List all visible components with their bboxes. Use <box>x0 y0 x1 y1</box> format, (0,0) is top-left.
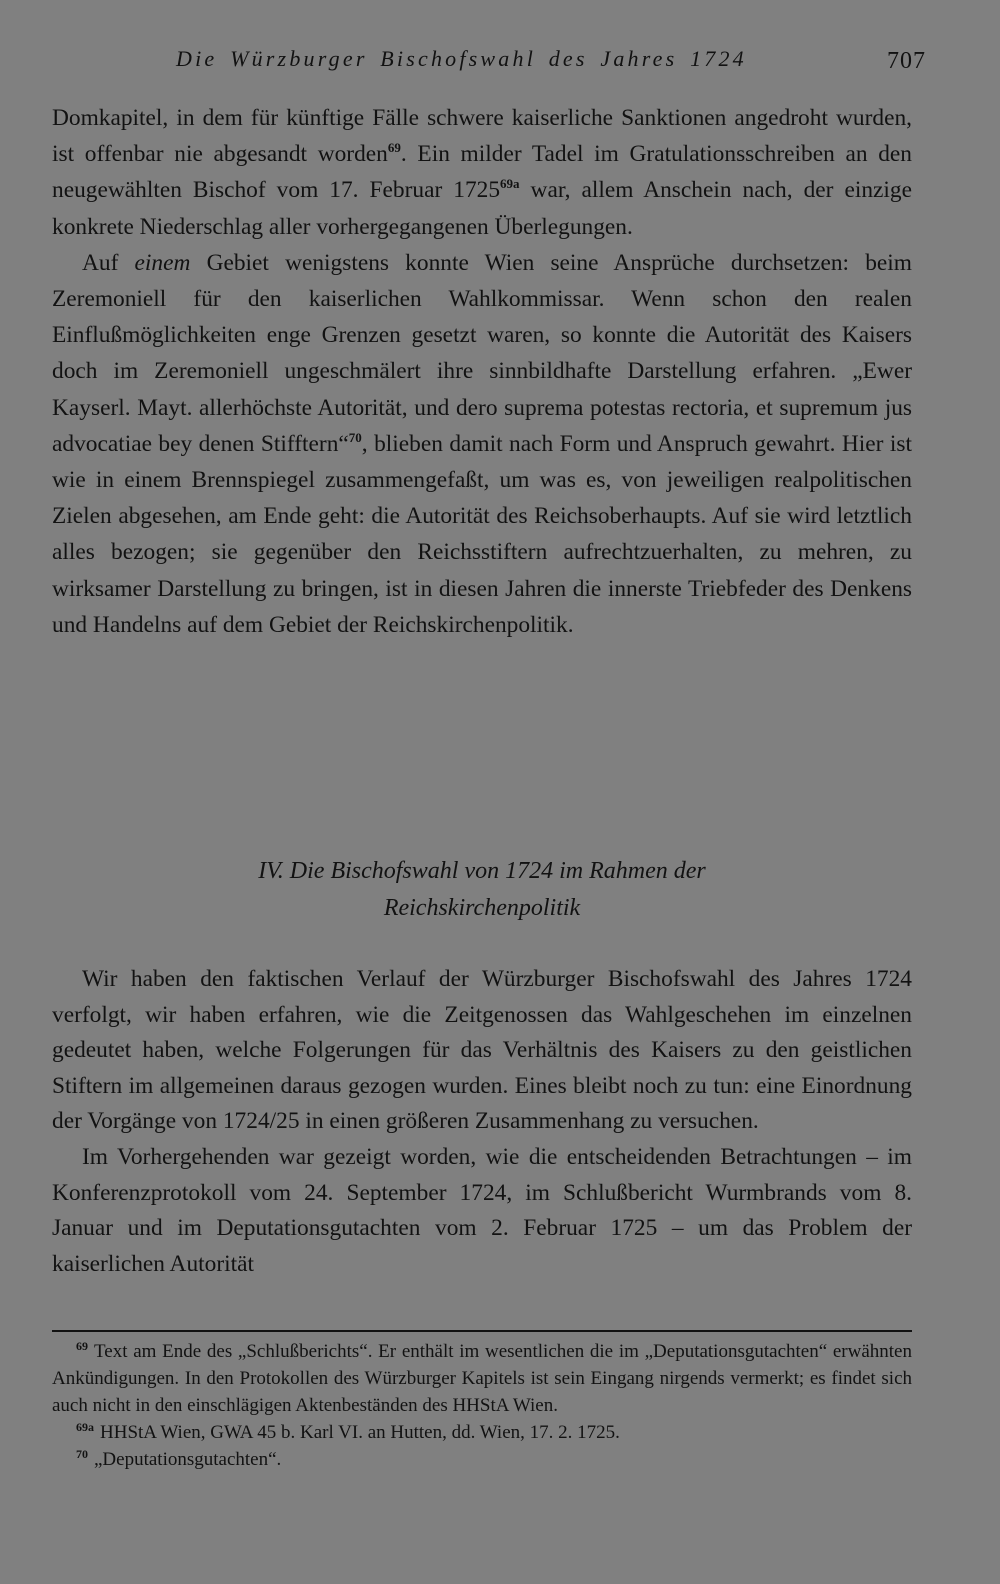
section-heading-line: Reichskirchenpolitik <box>383 895 581 921</box>
footnote-text: „Deputationsgutachten“. <box>94 1449 282 1470</box>
footnote-mark: 69 <box>76 1339 88 1353</box>
section-text <box>52 962 912 1282</box>
footnote-ref: 69 <box>387 140 401 156</box>
paragraph <box>52 245 912 643</box>
paragraph <box>52 100 912 245</box>
footnote-ref: 69a <box>500 176 520 192</box>
footnote-text: HHStA Wien, GWA 45 b. Karl VI. an Hutten, dd. Wien, 17. 2. 1725. <box>100 1422 620 1443</box>
text-run: , blieben damit nach Form und Anspruch gewahrt. Hier ist wie in einem Brennspiegel zusammengefaßt, um was es, von jeweiligen realpolitischen Zielen abgesehen, am Ende geht: die Autorität des Reichsoberhaupts. Auf sie wird letztlich alles bezogen; sie gegenüber den Reichsstiftern aufrechtzuerhalten, zu mehren, zu wirksamer Darstellung zu bringen, ist in diesen Jahren die innerste Triebfeder des Denkens und Handelns auf dem Gebiet der Reichskirchenpolitik. <box>52 430 912 638</box>
text-run: . Ein milder Tadel im Gratulationsschreiben an den neugewählten Bischof vom 17. Februar 1725 <box>52 141 912 204</box>
footnote-mark: 70 <box>76 1447 88 1461</box>
paragraph: Im Vorhergehenden war gezeigt worden, wie die entscheidenden Betrachtungen – im Konferenzprotokoll vom 24. September 1724, im Schlußbericht Wurmbrands vom 8. Januar und im Deputationsgutachten vom 2. Februar 1725 – um das Problem der kaiserlichen Autorität <box>52 1143 912 1277</box>
text-run: Auf <box>82 249 135 276</box>
footnote-text: Text am Ende des „Schlußberichts“. Er enthält im wesentlichen die im „Deputationsgutachten“ erwähnten Ankündigungen. In den Protokollen des Würzburger Kapitels ist sein Eingang nirgends vermerkt; es findet sich auch nicht in den einschlägigen Aktenbeständen des HHStA Wien. <box>52 1341 912 1416</box>
page-number: 707 <box>887 48 926 74</box>
running-title: Die Würzburger Bischofswahl des Jahres 1724 <box>176 46 747 71</box>
page-header <box>52 44 926 80</box>
text-run: Domkapitel, in dem für künftige Fälle schwere kaiserliche Sanktionen angedroht wurden, ist offenbar nie abgesandt worden <box>52 105 912 168</box>
footnote <box>52 1446 912 1473</box>
text-run: war, allem Anschein nach, der einzige konkrete Niederschlag aller vorhergegangenen Überlegungen. <box>52 177 912 240</box>
footnote <box>52 1419 912 1446</box>
paragraph: Wir haben den faktischen Verlauf der Würzburger Bischofswahl des Jahres 1724 verfolgt, wir haben erfahren, wie die Zeitgenossen das Wahlgeschehen im einzelnen gedeutet haben, welche Folgerungen für das Verhältnis des Kaisers zu den geistlichen Stiftern im allgemeinen daraus gezogen wurden. Eines bleibt noch zu tun: eine Einordnung der Vorgänge von 1724/25 in einen größeren Zusammenhang zu versuchen. <box>52 966 912 1135</box>
main-text <box>52 100 912 643</box>
section-heading <box>52 853 912 927</box>
emphasis: einem <box>134 249 191 276</box>
footnote-ref: 70 <box>348 429 362 445</box>
text-run: Gebiet wenigstens konnte Wien seine Ansprüche durchsetzen: beim Zeremoniell für den kaiserlichen Wahlkommissar. Wenn schon den realen Einflußmöglichkeiten enge Grenzen gesetzt waren, so konnte die Autorität des Kaisers doch im Zeremoniell ungeschmälert ihre sinnbildhafte Darstellung erfahren. „Ewer Kayserl. Mayt. allerhöchste Autorität, und dero suprema potestas rectoria, et supremum jus advocatiae bey denen Stifftern“ <box>52 249 912 457</box>
footnote-mark: 69a <box>76 1420 94 1434</box>
footnote <box>52 1338 912 1419</box>
section-heading-line: IV. Die Bischofswahl von 1724 im Rahmen der <box>258 858 706 884</box>
footnote-divider <box>52 1330 912 1332</box>
footnotes <box>52 1338 912 1473</box>
